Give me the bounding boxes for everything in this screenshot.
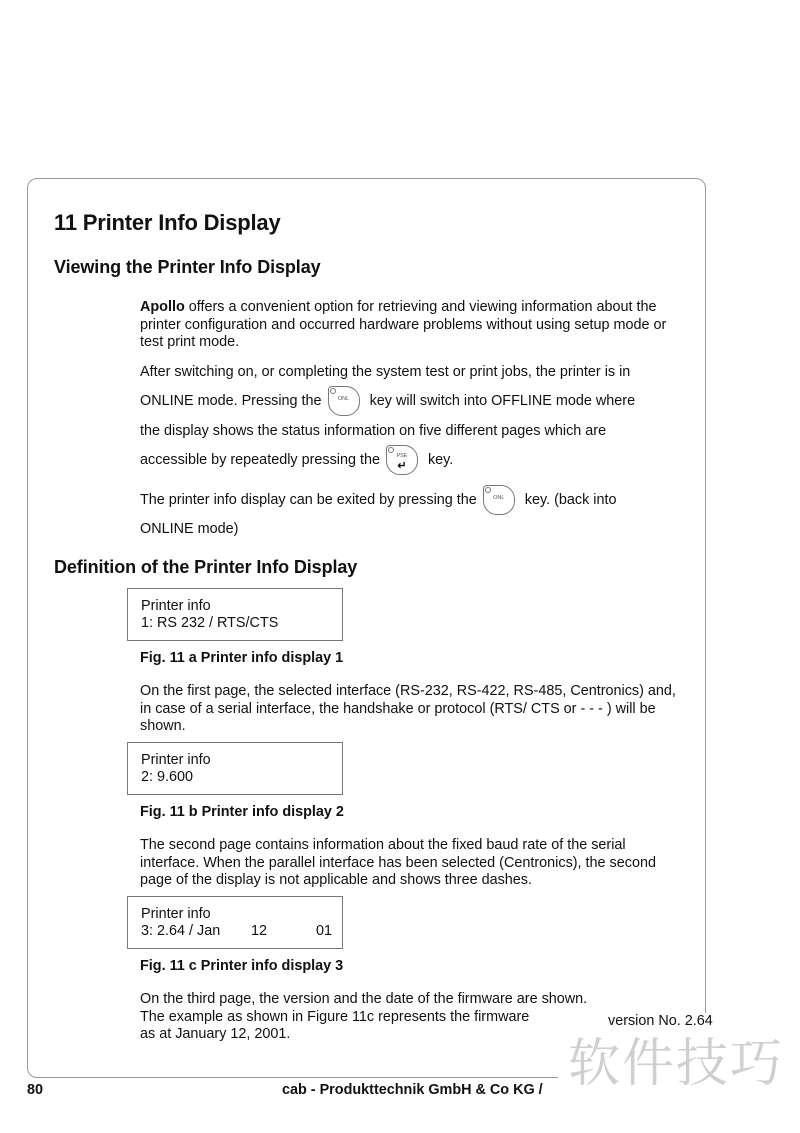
page-number: 80 — [27, 1082, 44, 1098]
key-label: PSE — [396, 453, 408, 460]
description-line: as at January 12, 2001. — [140, 1026, 291, 1043]
text: ONLINE mode. Pressing the — [140, 393, 322, 409]
led-icon — [330, 388, 336, 394]
footer-company: cab - Produkttechnik GmbH & Co KG / — [282, 1082, 543, 1098]
intro-paragraph — [140, 299, 685, 352]
onl-key-icon — [328, 386, 360, 416]
figure-description: On the first page, the selected interface (RS-232, RS-422, RS-485, Centronics) and, in case of a serial interface, the handshake or protocol (RTS/ CTS or - - - ) will be shown. — [140, 683, 676, 735]
paragraph-line: the display shows the status information on five different pages which are — [140, 423, 607, 439]
onl-key-icon — [483, 485, 515, 515]
key-label: ONL — [493, 495, 505, 502]
paragraph-line: After switching on, or completing the system test or print jobs, the printer is in — [140, 364, 631, 380]
lcd-line — [141, 923, 342, 940]
lcd-version-date: 3: 2.64 / Jan — [141, 923, 221, 939]
section-title-definition: Definition of the Printer Info Display — [54, 557, 358, 577]
watermark-text: 软件技巧 — [568, 1034, 785, 1094]
figure-description: The second page contains information about the fixed baud rate of the serial interface. When the parallel interface has been selected (Centronics), the second page of the display is not applicable and shows three dashes. — [140, 837, 656, 889]
lcd-display-2 — [127, 742, 343, 795]
lcd-display-3 — [127, 896, 343, 949]
lcd-day: 12 — [251, 923, 268, 939]
figure-caption: Fig. 11 a Printer info display 1 — [140, 650, 344, 666]
led-icon — [485, 487, 491, 493]
paragraph-line: ONLINE mode) — [140, 521, 239, 537]
text: key. — [427, 452, 454, 468]
figure-caption: Fig. 11 c Printer info display 3 — [140, 958, 344, 974]
paragraph-line — [140, 445, 453, 475]
chapter-title: 11 Printer Info Display — [54, 210, 281, 235]
brand-name: Apollo — [140, 299, 185, 315]
lcd-line: Printer info — [141, 752, 211, 768]
figure-caption: Fig. 11 b Printer info display 2 — [140, 804, 344, 820]
lcd-line: 1: RS 232 / RTS/CTS — [141, 615, 279, 631]
paragraph-line — [140, 485, 617, 515]
intro-text: offers a convenient option for retrieving and viewing information about the printer configuration and occurred hardware problems without using setup mode or test print mode. — [140, 299, 667, 351]
enter-arrow-icon: ↵ — [397, 460, 407, 473]
text: key will switch into OFFLINE mode where — [369, 393, 636, 409]
text: accessible by repeatedly pressing the — [140, 452, 380, 468]
text: The printer info display can be exited by pressing the — [140, 492, 477, 508]
pse-key-icon — [386, 445, 418, 475]
lcd-year: 01 — [316, 923, 333, 939]
clipped-text-fragment — [608, 1012, 713, 1017]
lcd-line: Printer info — [141, 598, 211, 614]
description-line: On the third page, the version and the date of the firmware are shown. — [140, 991, 588, 1007]
description-line: The example as shown in Figure 11c represents the firmware — [140, 1008, 530, 1025]
section-title-viewing: Viewing the Printer Info Display — [54, 257, 321, 277]
key-label: ONL — [337, 396, 350, 403]
text: key. (back into — [524, 492, 617, 508]
lcd-line: 2: 9.600 — [141, 769, 194, 785]
lcd-line: Printer info — [141, 906, 211, 922]
lcd-display-1 — [127, 588, 343, 641]
paragraph-line — [140, 386, 635, 416]
